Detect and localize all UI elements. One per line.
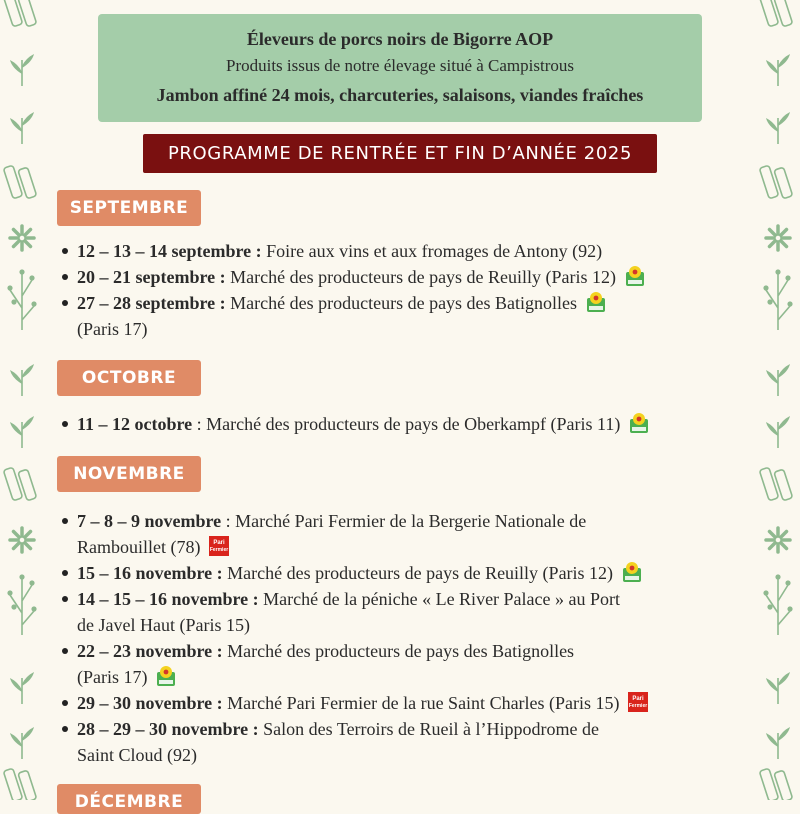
event-text-continued: de Javel Haut (Paris 15) bbox=[77, 615, 250, 635]
event-text: Marché des producteurs de pays des Batignolles bbox=[222, 641, 575, 661]
list-item bbox=[57, 690, 747, 716]
event-list-octobre bbox=[57, 411, 747, 437]
event-text: : Marché Pari Fermier de la Bergerie Nationale de bbox=[221, 511, 587, 531]
farm-subtitle: Produits issus de notre élevage situé à Campistrous bbox=[226, 56, 574, 75]
event-date: 14 – 15 – 16 novembre : bbox=[77, 589, 259, 609]
list-item bbox=[57, 638, 747, 690]
svg-text:Fermier: Fermier bbox=[628, 703, 648, 709]
farm-products: Jambon affiné 24 mois, charcuteries, salaisons, viandes fraîches bbox=[156, 85, 644, 105]
event-text-continued: (Paris 17) bbox=[77, 319, 148, 339]
event-date: 28 – 29 – 30 novembre : bbox=[77, 719, 259, 739]
pari-fermier-icon bbox=[628, 691, 648, 713]
list-item bbox=[57, 716, 747, 768]
marches-producteurs-icon bbox=[586, 291, 606, 313]
event-text-continued: (Paris 17) bbox=[77, 667, 148, 687]
marches-producteurs-icon bbox=[622, 561, 642, 583]
event-text: Marché des producteurs de pays des Batignolles bbox=[225, 293, 578, 313]
event-date: 20 – 21 septembre : bbox=[77, 267, 226, 287]
left-leaf-border bbox=[0, 0, 44, 800]
event-text: Foire aux vins et aux fromages de Antony (92) bbox=[261, 241, 603, 261]
svg-text:Pari: Pari bbox=[632, 696, 644, 702]
event-text-continued: Rambouillet (78) bbox=[77, 537, 201, 557]
program-title: PROGRAMME DE RENTRÉE ET FIN D’ANNÉE 2025 bbox=[143, 134, 657, 173]
month-heading-septembre: SEPTEMBRE bbox=[57, 190, 201, 226]
list-item bbox=[57, 586, 747, 638]
marches-producteurs-icon bbox=[156, 665, 176, 687]
event-text: Salon des Terroirs de Rueil à l’Hippodrome de bbox=[258, 719, 599, 739]
right-leaf-border bbox=[756, 0, 800, 800]
event-date: 12 – 13 – 14 septembre : bbox=[77, 241, 262, 261]
event-text-continued: Saint Cloud (92) bbox=[77, 745, 197, 765]
pari-fermier-icon bbox=[209, 535, 229, 557]
event-date: 7 – 8 – 9 novembre bbox=[77, 511, 222, 531]
header-banner bbox=[98, 14, 702, 122]
event-text: Marché de la péniche « Le River Palace » au Port bbox=[258, 589, 621, 609]
event-date: 29 – 30 novembre : bbox=[77, 693, 223, 713]
event-date: 27 – 28 septembre : bbox=[77, 293, 226, 313]
event-date: 11 – 12 octobre bbox=[77, 414, 193, 434]
marches-producteurs-icon bbox=[629, 412, 649, 434]
svg-text:Pari: Pari bbox=[213, 540, 225, 546]
list-item bbox=[57, 290, 747, 342]
list-item bbox=[57, 264, 747, 290]
svg-text:Fermier: Fermier bbox=[209, 547, 229, 553]
event-text: : Marché des producteurs de pays de Oberkampf (Paris 11) bbox=[192, 414, 621, 434]
event-list-septembre bbox=[57, 238, 747, 342]
month-heading-novembre: NOVEMBRE bbox=[57, 456, 201, 492]
event-text: Marché des producteurs de pays de Reuilly (Paris 12) bbox=[222, 563, 614, 583]
month-heading-octobre: OCTOBRE bbox=[57, 360, 201, 396]
marches-producteurs-icon bbox=[625, 265, 645, 287]
event-date: 22 – 23 novembre : bbox=[77, 641, 223, 661]
event-list-novembre bbox=[57, 508, 747, 768]
list-item bbox=[57, 560, 747, 586]
list-item bbox=[57, 411, 747, 437]
month-heading-decembre: DÉCEMBRE bbox=[57, 784, 201, 814]
list-item bbox=[57, 238, 747, 264]
event-text: Marché des producteurs de pays de Reuilly (Paris 12) bbox=[225, 267, 617, 287]
event-text: Marché Pari Fermier de la rue Saint Charles (Paris 15) bbox=[222, 693, 620, 713]
list-item bbox=[57, 508, 747, 560]
farm-title: Éleveurs de porcs noirs de Bigorre AOP bbox=[246, 29, 554, 49]
event-date: 15 – 16 novembre : bbox=[77, 563, 223, 583]
